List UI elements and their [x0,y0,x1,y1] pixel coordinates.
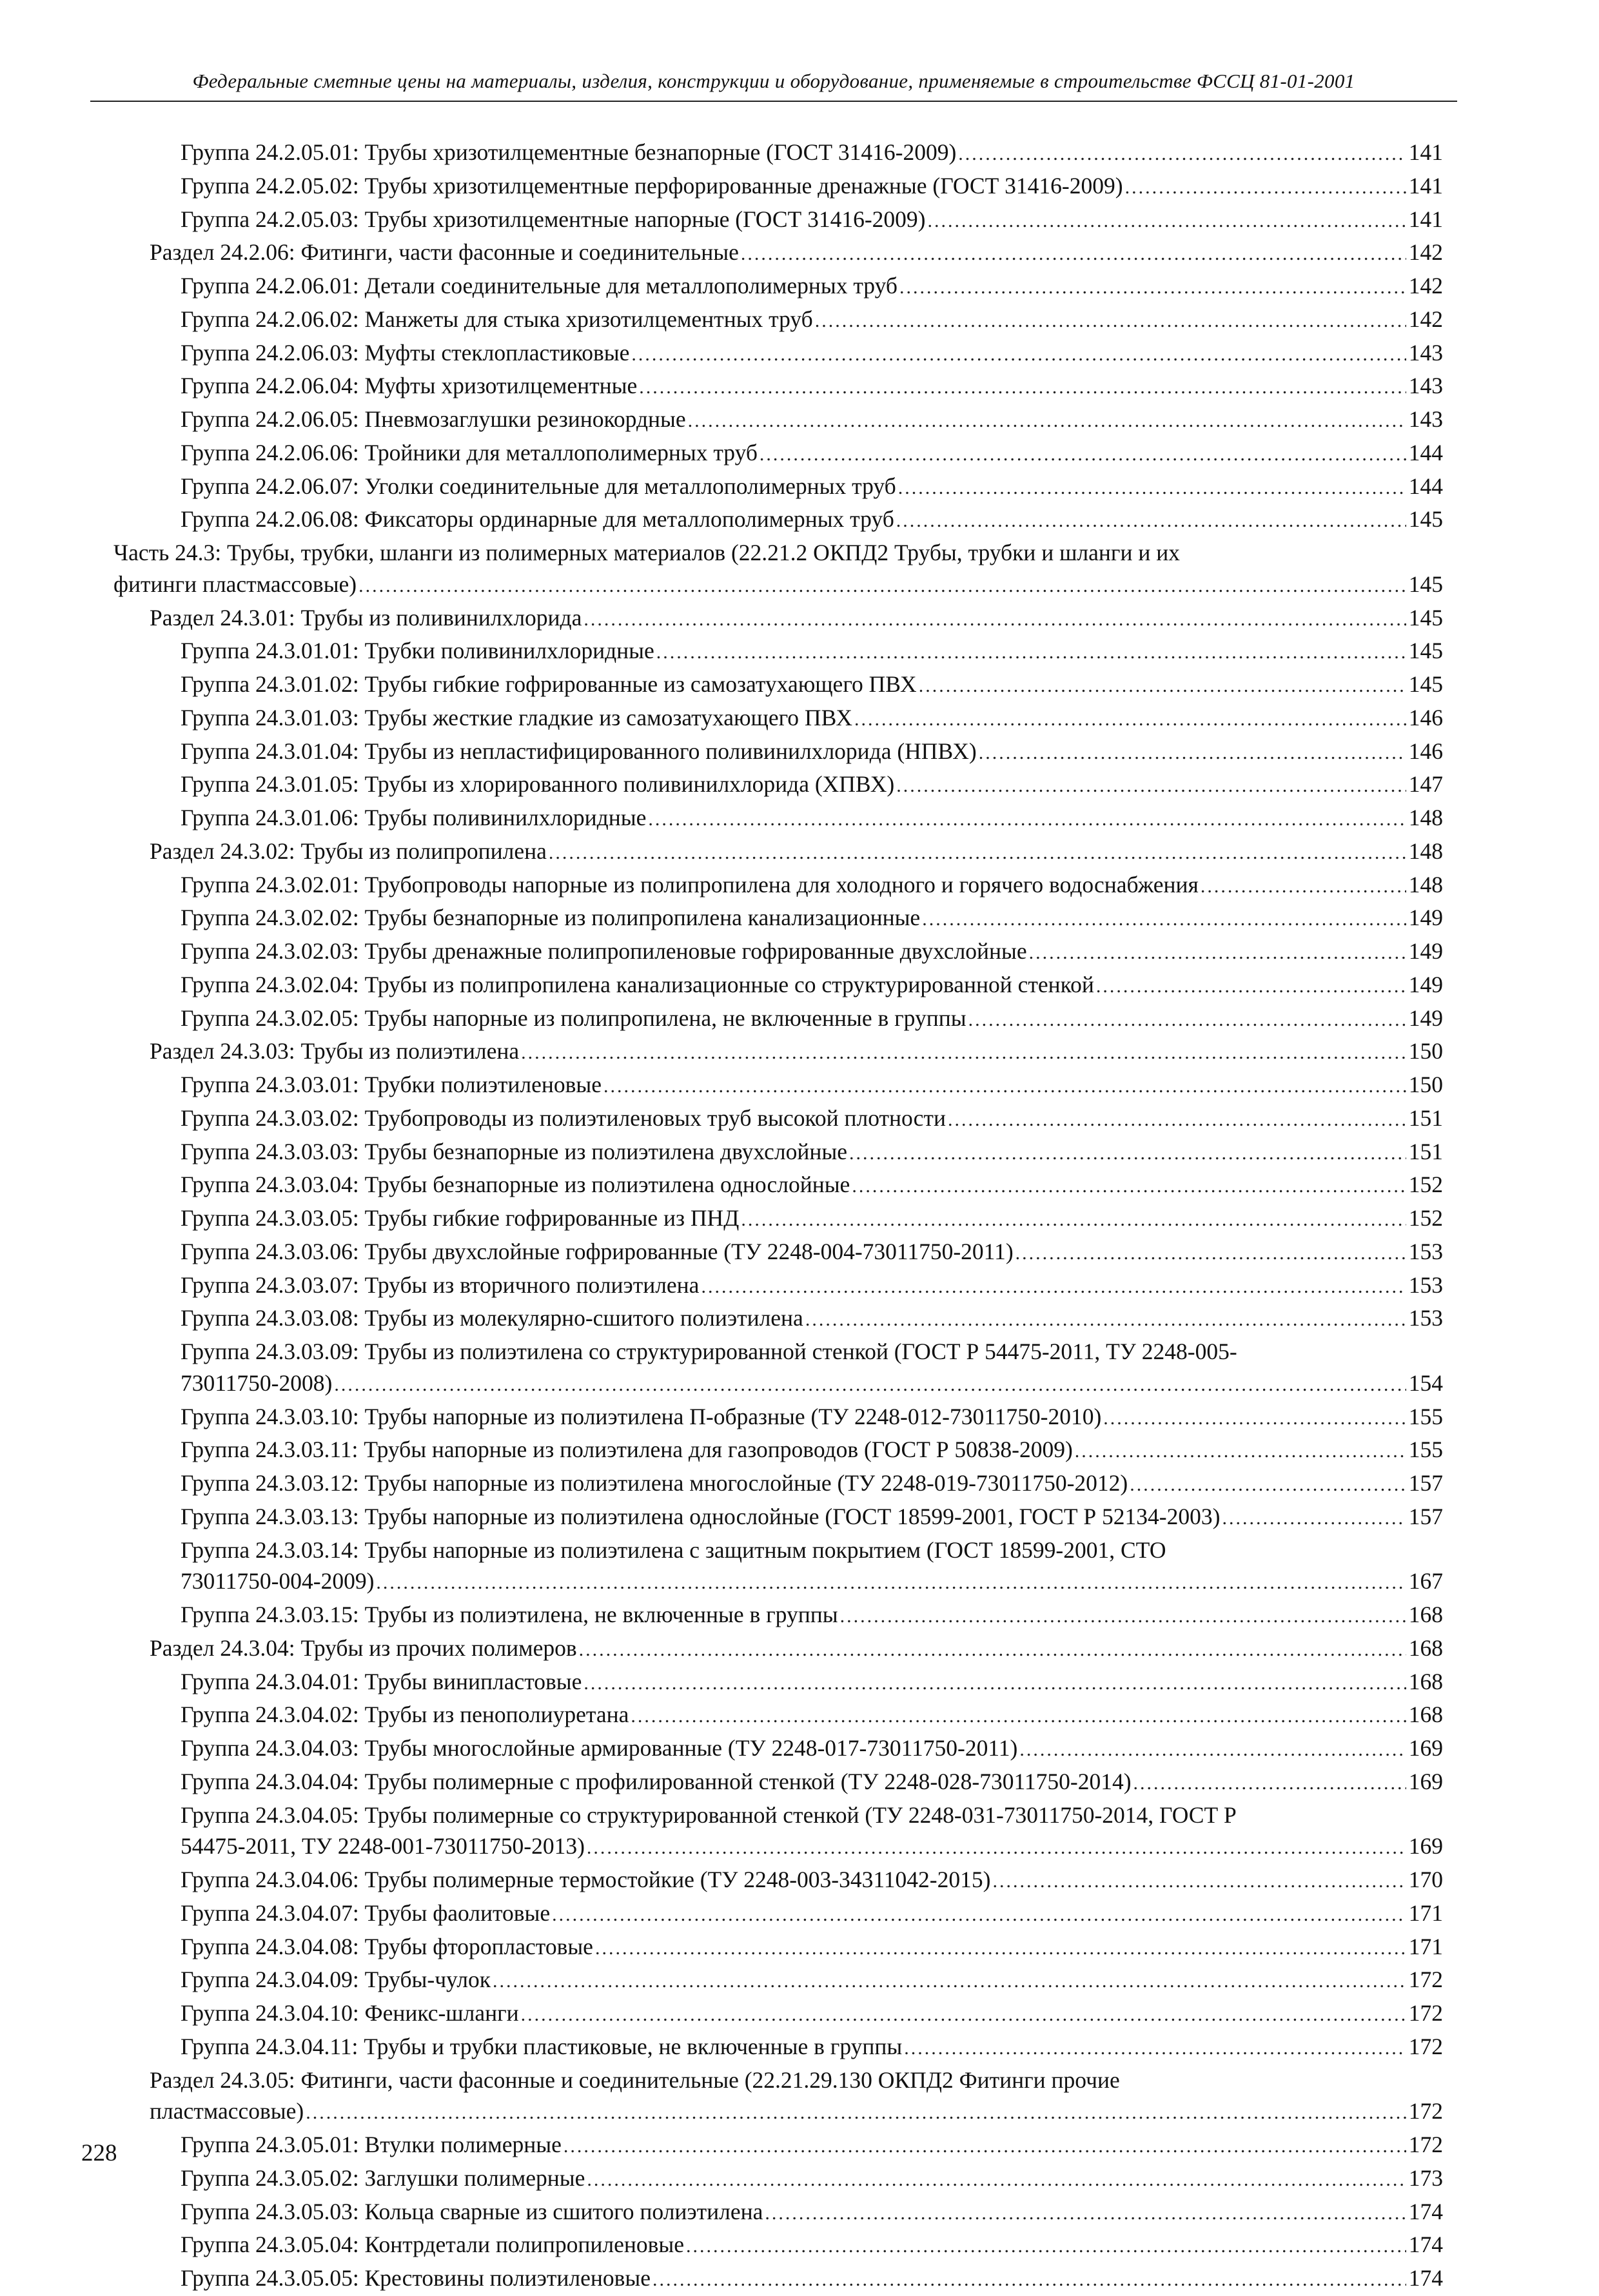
dot-leader [1222,1503,1406,1535]
toc-entry[interactable] [113,2031,1443,2065]
toc-entry[interactable] [113,635,1443,669]
dot-leader [919,671,1406,702]
toc-entry[interactable] [113,1202,1443,1236]
toc-entry-title: Группа 24.3.04.04: Трубы полимерные с профилированной стенкой (ТУ 2248-028-73011750-2014) [181,1768,1132,1794]
toc-entry-title: Группа 24.2.05.02: Трубы хризотилцементные перфорированные дренажные (ГОСТ 31416-2009) [181,172,1123,199]
toc-entry-title: Группа 24.2.05.03: Трубы хризотилцементные напорные (ГОСТ 31416-2009) [181,206,926,232]
toc-entry-page: 172 [1408,2098,1443,2124]
toc-entry-title: Группа 24.2.06.05: Пневмозаглушки резинокордные [181,406,686,432]
toc-entry[interactable] [113,1136,1443,1170]
dot-leader [896,505,1406,537]
dot-leader [631,339,1406,371]
toc-entry-page: 152 [1408,1205,1443,1231]
toc-entry[interactable] [113,1169,1443,1202]
dot-leader [922,904,1406,936]
toc-entry-page: 170 [1408,1867,1443,1892]
dot-leader [815,306,1406,337]
toc-entry-page: 146 [1408,738,1443,764]
dot-leader [958,139,1406,170]
toc-entry-title: Группа 24.3.03.11: Трубы напорные из полиэтилена для газопроводов (ГОСТ Р 50838-2009) [181,1437,1073,1463]
toc-entry-page: 153 [1408,1271,1443,1298]
toc-entry-page: 143 [1408,406,1443,432]
toc-entry-page: 149 [1408,938,1443,964]
toc-entry-page: 145 [1408,571,1443,597]
dot-leader [979,738,1406,769]
toc-entry-page: 155 [1408,1403,1443,1429]
toc-entry[interactable] [113,1535,1443,1600]
dot-leader [1103,1403,1406,1435]
toc-entry-title: Группа 24.2.06.07: Уголки соединительные для металлополимерных труб [181,473,896,499]
toc-entry[interactable] [113,1401,1443,1435]
toc-entry-title: Раздел 24.3.01: Трубы из поливинилхлорида [150,604,582,631]
toc-entry[interactable] [113,802,1443,836]
toc-entry-title: Группа 24.3.02.01: Трубопроводы напорные из полипропилена для холодного и горячего водоснабжения [181,871,1199,898]
dot-leader [648,804,1406,836]
toc-entry-page: 174 [1408,2265,1443,2291]
dot-leader [1125,172,1406,204]
toc-entry-title: фитинги пластмассовые) [113,571,357,597]
dot-leader [904,2033,1406,2065]
dot-leader [306,2097,1406,2129]
toc-entry-title: Группа 24.2.06.06: Тройники для металлополимерных труб [181,439,758,466]
dot-leader [552,1899,1406,1931]
header-rule [90,101,1457,102]
toc-entry-title: Группа 24.3.01.01: Трубки поливинилхлоридные [181,638,654,664]
dot-leader [899,272,1406,304]
toc-entry-title: Группа 24.3.05.02: Заглушки полимерные [181,2164,585,2191]
dot-leader [852,1171,1406,1202]
toc-entry-page: 150 [1408,1038,1443,1065]
toc-entry[interactable] [113,1302,1443,1336]
dot-leader [840,1601,1406,1633]
toc-entry-page: 168 [1408,1634,1443,1661]
toc-entry-page: 174 [1408,2198,1443,2224]
toc-entry-page: 143 [1408,339,1443,366]
toc-entry-title: Группа 24.3.03.04: Трубы безнапорные из полиэтилена однослойные [181,1172,850,1198]
toc-entry-title: Группа 24.3.03.10: Трубы напорные из полиэтилена П-образные (ТУ 2248-012-73011750-2010) [181,1403,1102,1429]
toc-entry-page: 142 [1408,306,1443,332]
dot-leader [631,1701,1406,1732]
toc-entry[interactable] [113,736,1443,769]
toc-entry-title: Группа 24.3.05.04: Контрдетали полипропиленовые [181,2232,684,2258]
toc-entry[interactable] [113,1800,1443,1865]
toc-entry[interactable] [113,1997,1443,2031]
page-number: 228 [81,2140,117,2166]
toc-entry-page: 171 [1408,1899,1443,1926]
toc-entry-page: 172 [1408,2000,1443,2026]
toc-entry-title: Группа 24.3.05.05: Крестовины полиэтиленовые [181,2265,651,2291]
toc-entry-title: Группа 24.3.01.04: Трубы из непластифицированного поливинилхлорида (НПВХ) [181,738,977,764]
toc-entry[interactable] [113,2065,1443,2130]
dot-leader [639,372,1406,404]
toc-entry-title: Группа 24.2.06.08: Фиксаторы ординарные для металлополимерных труб [181,506,894,533]
dot-leader [334,1369,1406,1401]
toc-entry[interactable] [113,1766,1443,1800]
toc-entry-title: Группа 24.3.03.02: Трубопроводы из полиэтиленовых труб высокой плотности [181,1104,946,1131]
toc-entry[interactable] [113,1003,1443,1036]
dot-leader [1133,1768,1406,1800]
toc-entry-page: 141 [1408,139,1443,165]
dot-leader [1130,1469,1406,1501]
dot-leader [521,1999,1406,2031]
toc-entry-page: 145 [1408,604,1443,631]
dot-leader [968,1005,1406,1036]
toc-entry-text-line: Группа 24.3.03.14: Трубы напорные из полиэтилена с защитным покрытием (ГОСТ 18599-2001, СТО [181,1536,1166,1563]
dot-leader [1019,1734,1406,1766]
running-header: Федеральные сметные цены на материалы, изделия, конструкции и оборудование, применяемые в строительстве ФССЦ 81-01-2001 [192,70,1355,92]
toc-entry-text-line: Часть 24.3: Трубы, трубки, шланги из полимерных материалов (22.21.2 ОКПД2 Трубы, трубки и шланги и их [113,540,1180,565]
toc-entry-title: Группа 24.3.04.07: Трубы фаолитовые [181,1899,551,1926]
toc-entry-title: Группа 24.3.02.04: Трубы из полипропилена канализационные со структурированной стенкой [181,971,1094,997]
toc-entry-title: Группа 24.3.04.10: Феникс-шланги [181,2000,519,2026]
toc-entry-title: Группа 24.3.04.09: Трубы-чулок [181,1967,491,1993]
toc-entry-page: 168 [1408,1702,1443,1728]
toc-entry-page: 148 [1408,805,1443,830]
toc-entry[interactable] [113,702,1443,736]
toc-entry[interactable] [113,204,1443,237]
dot-leader [493,1966,1406,1997]
dot-leader [376,1567,1406,1599]
dot-leader [549,838,1406,869]
toc-entry-page: 157 [1408,1470,1443,1496]
toc-entry-title: Группа 24.3.01.05: Трубы из хлорированного поливинилхлорида (ХПВХ) [181,771,895,798]
dot-leader [760,439,1406,471]
toc-entry-title: Раздел 24.3.02: Трубы из полипропилена [150,838,547,864]
toc-entry-page: 168 [1408,1602,1443,1627]
toc-entry-page: 145 [1408,638,1443,664]
toc-entry-page: 157 [1408,1503,1443,1529]
dot-leader [579,1634,1406,1666]
dot-leader [1015,1238,1406,1270]
toc-entry-title: Группа 24.3.02.03: Трубы дренажные полипропиленовые гофрированные двухслойные [181,938,1027,964]
toc-entry-title: Раздел 24.3.04: Трубы из прочих полимеров [150,1634,577,1661]
toc-entry-title: Группа 24.3.05.01: Втулки полимерные [181,2132,562,2157]
toc-entry[interactable] [113,1732,1443,1766]
toc-entry-page: 173 [1408,2164,1443,2191]
toc-entry[interactable] [113,936,1443,969]
dot-leader [587,2164,1406,2196]
toc-entry-title: Группа 24.2.05.01: Трубы хризотилцементные безнапорные (ГОСТ 31416-2009) [181,139,957,165]
toc-entry[interactable] [113,1666,1443,1700]
toc-entry-page: 145 [1408,671,1443,697]
toc-entry[interactable] [113,2129,1443,2163]
toc-entry-page: 144 [1408,439,1443,466]
toc-entry-title: Группа 24.3.05.03: Кольца сварные из сшитого полиэтилена [181,2198,763,2224]
toc-entry[interactable] [113,2262,1443,2296]
toc-entry-title: пластмассовые) [150,2098,304,2124]
toc-entry-title: Группа 24.3.03.06: Трубы двухслойные гофрированные (ТУ 2248-004-73011750-2011) [181,1238,1014,1264]
dot-leader [741,1204,1406,1236]
toc-entry[interactable] [113,170,1443,204]
toc-entry-page: 147 [1408,771,1443,798]
toc-entry[interactable] [113,1236,1443,1270]
dot-leader [587,1832,1406,1864]
dot-leader [688,406,1406,437]
toc-entry-title: 54475-2011, ТУ 2248-001-73011750-2013) [181,1833,585,1859]
toc-entry[interactable] [113,1501,1443,1535]
toc-entry[interactable] [113,1103,1443,1136]
toc-entry[interactable] [113,602,1443,636]
toc-entry-text-line: Группа 24.3.04.05: Трубы полимерные со структурированной стенкой (ТУ 2248-031-73011750-2014, ГОСТ Р [181,1801,1237,1828]
toc-entry[interactable] [113,2196,1443,2230]
toc-entry-page: 169 [1408,1768,1443,1794]
toc-entry-title: Группа 24.2.06.02: Манжеты для стыка хризотилцементных труб [181,306,813,332]
toc-entry[interactable] [113,1336,1443,1401]
toc-entry-title: Группа 24.3.01.06: Трубы поливинилхлоридные [181,805,647,830]
dot-leader [686,2231,1406,2262]
dot-leader [896,770,1406,802]
toc-entry[interactable] [113,1069,1443,1103]
dot-leader [584,604,1406,636]
toc-entry[interactable] [113,2229,1443,2262]
toc-entry-page: 144 [1408,473,1443,499]
toc-entry-page: 172 [1408,1967,1443,1993]
dot-leader [765,2198,1406,2230]
toc-entry-page: 143 [1408,373,1443,399]
toc-entry-title: Группа 24.3.04.01: Трубы винипластовые [181,1668,582,1694]
toc-entry-page: 151 [1408,1104,1443,1131]
toc-entry-page: 168 [1408,1668,1443,1694]
toc-entry[interactable] [113,437,1443,471]
toc-entry-title: Группа 24.3.03.12: Трубы напорные из полиэтилена многослойные (ТУ 2248-019-73011750-2012) [181,1470,1128,1496]
toc-entry-page: 171 [1408,1933,1443,1959]
toc-entry-page: 145 [1408,506,1443,533]
toc-entry-page: 142 [1408,273,1443,299]
toc-entry-title: Группа 24.3.03.15: Трубы из полиэтилена, не включенные в группы [181,1602,838,1627]
toc-entry[interactable] [113,1898,1443,1931]
toc-entry[interactable] [113,836,1443,869]
toc-entry-title: Раздел 24.3.03: Трубы из полиэтилена [150,1038,520,1065]
toc-entry-title: Группа 24.3.04.03: Трубы многослойные армированные (ТУ 2248-017-73011750-2011) [181,1735,1018,1761]
toc-entry-page: 155 [1408,1437,1443,1463]
toc-entry[interactable] [113,969,1443,1003]
toc-entry-page: 152 [1408,1172,1443,1198]
toc-entry-title: Группа 24.3.01.02: Трубы гибкие гофрированные из самозатухающего ПВХ [181,671,917,697]
dot-leader [1029,937,1406,969]
toc-entry[interactable] [113,902,1443,936]
toc-entry-title: Группа 24.3.01.03: Трубы жесткие гладкие из самозатухающего ПВХ [181,704,852,731]
toc-entry-text-line: Раздел 24.3.05: Фитинги, части фасонные и соединительные (22.21.29.130 ОКПД2 Фитинги прочие [150,2066,1120,2093]
dot-leader [854,704,1406,736]
toc-entry-page: 149 [1408,1005,1443,1031]
toc-entry[interactable] [113,1434,1443,1467]
toc-entry[interactable] [113,237,1443,270]
toc-entry-title: Группа 24.3.04.06: Трубы полимерные термостойкие (ТУ 2248-003-34311042-2015) [181,1867,991,1892]
dot-leader [849,1138,1406,1170]
toc-entry-title: Группа 24.3.02.05: Трубы напорные из полипропилена, не включенные в группы [181,1005,966,1031]
toc-entry[interactable] [113,404,1443,437]
toc-entry[interactable] [113,1467,1443,1501]
toc-entry-title: Группа 24.3.03.01: Трубки полиэтиленовые [181,1072,602,1097]
toc-entry[interactable] [113,137,1443,170]
toc-entry-page: 148 [1408,838,1443,864]
dot-leader [948,1104,1406,1136]
toc-entry[interactable] [113,270,1443,304]
toc-entry[interactable] [113,1633,1443,1666]
toc-entry-page: 172 [1408,2033,1443,2059]
dot-leader [521,1037,1406,1069]
toc-entry-text-line: Группа 24.3.03.09: Трубы из полиэтилена со структурированной стенкой (ГОСТ Р 54475-2011, ТУ 2248-005- [181,1339,1237,1364]
dot-leader [805,1304,1406,1336]
dot-leader [992,1866,1406,1898]
toc-entry-page: 149 [1408,971,1443,997]
toc-entry[interactable] [113,2163,1443,2196]
toc-entry[interactable] [113,471,1443,504]
toc-entry-page: 174 [1408,2232,1443,2258]
toc-entry[interactable] [113,1964,1443,1997]
toc-entry-title: 73011750-004-2009) [181,1568,375,1594]
toc-entry-page: 169 [1408,1833,1443,1859]
toc-entry-title: Группа 24.3.03.07: Трубы из вторичного полиэтилена [181,1271,700,1298]
toc-entry-title: Раздел 24.2.06: Фитинги, части фасонные и соединительные [150,239,739,266]
toc-entry-title: Группа 24.3.04.02: Трубы из пенополиуретана [181,1702,629,1728]
toc-entry-page: 151 [1408,1138,1443,1164]
toc-entry-page: 146 [1408,704,1443,731]
toc-entry[interactable] [113,1270,1443,1303]
toc-entry[interactable] [113,304,1443,337]
dot-leader [898,473,1406,504]
toc-entry[interactable] [113,1599,1443,1633]
toc-entry[interactable] [113,537,1443,602]
toc-entry[interactable] [113,769,1443,802]
toc-entry-page: 142 [1408,239,1443,266]
toc-entry-title: Группа 24.3.04.08: Трубы фторопластовые [181,1933,593,1959]
toc-entry[interactable] [113,1699,1443,1732]
dot-leader [927,206,1406,237]
dot-leader [741,239,1406,270]
dot-leader [1201,871,1406,903]
toc-entry-title: Группа 24.3.04.11: Трубы и трубки пластиковые, не включенные в группы [181,2033,903,2059]
toc-entry[interactable] [113,869,1443,903]
toc-entry-page: 148 [1408,871,1443,898]
toc-entry[interactable] [113,1864,1443,1898]
toc-entry[interactable] [113,1035,1443,1069]
toc-entry-title: Группа 24.2.06.01: Детали соединительные для металлополимерных труб [181,273,898,299]
dot-leader [701,1271,1406,1303]
table-of-contents [113,137,1443,2296]
dot-leader [564,2131,1406,2163]
toc-entry-page: 149 [1408,905,1443,931]
dot-leader [1075,1436,1406,1467]
toc-entry-page: 153 [1408,1238,1443,1264]
toc-entry[interactable] [113,337,1443,371]
toc-entry-page: 172 [1408,2132,1443,2157]
toc-entry-title: Группа 24.3.02.02: Трубы безнапорные из полипропилена канализационные [181,905,921,931]
toc-entry-page: 141 [1408,172,1443,199]
toc-entry-page: 169 [1408,1735,1443,1761]
toc-entry-page: 167 [1408,1568,1443,1594]
toc-entry-title: Группа 24.3.03.03: Трубы безнапорные из полиэтилена двухслойные [181,1138,847,1164]
toc-entry[interactable] [113,504,1443,537]
toc-entry[interactable] [113,370,1443,404]
toc-entry-title: Группа 24.2.06.03: Муфты стеклопластиковые [181,339,630,366]
dot-leader [1096,971,1406,1003]
toc-entry-page: 154 [1408,1369,1443,1396]
dot-leader [603,1071,1406,1103]
dot-leader [656,637,1406,669]
toc-entry-page: 153 [1408,1305,1443,1331]
dot-leader [584,1668,1406,1700]
toc-entry-title: Группа 24.3.03.08: Трубы из молекулярно-сшитого полиэтилена [181,1305,803,1331]
toc-entry-page: 150 [1408,1072,1443,1097]
dot-leader [595,1933,1406,1965]
toc-entry-title: 73011750-2008) [181,1369,333,1396]
toc-entry[interactable] [113,1931,1443,1965]
dot-leader [358,571,1406,602]
toc-entry-title: Группа 24.3.03.05: Трубы гибкие гофрированные из ПНД [181,1205,740,1231]
toc-entry-title: Группа 24.2.06.04: Муфты хризотилцементные [181,373,638,399]
toc-entry-page: 141 [1408,206,1443,232]
toc-entry[interactable] [113,669,1443,702]
dot-leader [652,2264,1406,2296]
toc-entry-title: Группа 24.3.03.13: Трубы напорные из полиэтилена однослойные (ГОСТ 18599-2001, ГОСТ Р 52134-2003) [181,1503,1221,1529]
